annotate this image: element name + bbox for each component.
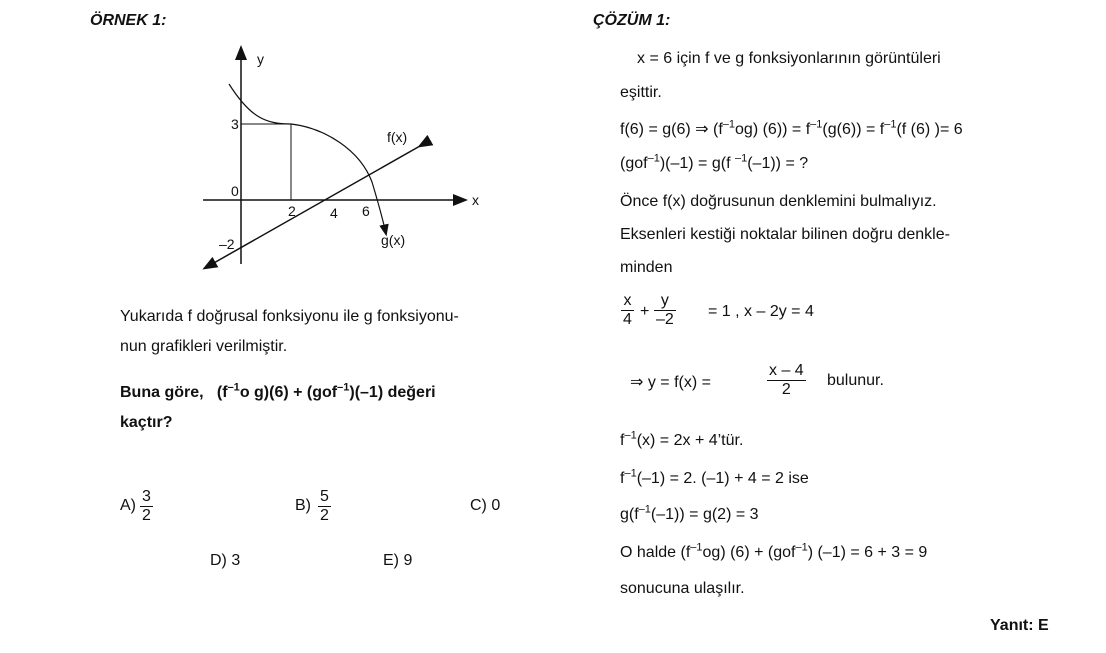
eq2-suffix: bulunur. <box>827 372 884 389</box>
answer: Yanıt: E <box>990 617 1049 634</box>
question-line-1: Buna göre, ($f^{-1}o$ g)(6) + (gof$^{-1}$)(–1) değeri <box>120 381 436 401</box>
tick-m2: –2 <box>219 236 235 252</box>
g-label: g(x) <box>381 232 406 248</box>
solution-line-9: $f^{-1}(-1) = 2$. (–1) + 4 = 2 ise <box>620 467 809 487</box>
option-c: C) 0 <box>470 497 501 514</box>
tick-2: 2 <box>288 203 296 219</box>
solution-line-8: $f^{-1}(x) = 2x$ + 4’tür. <box>620 429 744 449</box>
option-b-fraction: $\frac{5}{2}$ <box>320 488 329 524</box>
option-d: D) 3 <box>210 552 241 569</box>
solution-header: ÇÖZÜM 1: <box>593 12 671 29</box>
graph <box>195 42 515 282</box>
tick-0: 0 <box>231 183 239 199</box>
solution-line-3: f(6) = g(6) ⇒ $(f^{-1}og) (6)) = f^{-1}(g(6)) = f^{-1}(f$ (6) )= 6 <box>620 118 963 138</box>
option-e: E) 9 <box>383 552 413 569</box>
f-label: f(x) <box>387 129 408 145</box>
tick-6: 6 <box>362 203 370 219</box>
eq2-prefix: ⇒ y = f(x) = <box>630 374 711 391</box>
option-a-label: A) <box>120 497 136 514</box>
solution-line-12: sonucuna ulaşılır. <box>620 580 745 597</box>
x-axis-label: x <box>472 192 479 208</box>
solution-line-5: Önce f(x) doğrusunun denklemini bulmalıyız. <box>620 193 937 210</box>
solution-line-2: eşittir. <box>620 84 662 101</box>
solution-line-7: minden <box>620 259 673 276</box>
question-line-2: kaçtır? <box>120 414 173 431</box>
tick-4: 4 <box>330 205 338 221</box>
option-a-fraction: $\frac{3}{2}$ <box>142 488 151 524</box>
eq1-rest: = 1 , x – 2y = 4 <box>708 303 814 320</box>
y-axis-label: y <box>257 51 264 67</box>
f-line <box>205 146 420 268</box>
solution-line-1: x = 6 için f ve g fonksiyonlarının görüntüleri <box>637 50 941 67</box>
solution-line-4: (gof$^{-1}$)(–1) = g(f $^{-1}$(–1)) = ? <box>620 152 809 172</box>
eq1-fraction-y: $\frac{y}{-2}$ <box>656 292 674 328</box>
tick-3: 3 <box>231 116 239 132</box>
description-line-1: Yukarıda f doğrusal fonksiyonu ile g fonksiyonu- <box>120 308 459 325</box>
description-line-2: nun grafikleri verilmiştir. <box>120 338 288 355</box>
eq2-fraction: $\frac{x - 4}{2}$ <box>769 362 804 398</box>
solution-line-11: O halde $(f^{-1}og) (6) + (gof^{-1}) (-1) = 6 + 3 = 9$ <box>620 541 928 561</box>
solution-line-6: Eksenleri kestiği noktalar bilinen doğru denkle- <box>620 226 950 243</box>
eq1-fraction-x: $\frac{x}{4}$ <box>623 292 632 328</box>
solution-line-10: $g(f^{-1}(-1)) = g(2) = 3$ <box>620 503 759 523</box>
option-b-label: B) <box>295 497 311 514</box>
eq1-plus: + <box>640 303 650 320</box>
example-header: ÖRNEK 1: <box>90 12 167 29</box>
